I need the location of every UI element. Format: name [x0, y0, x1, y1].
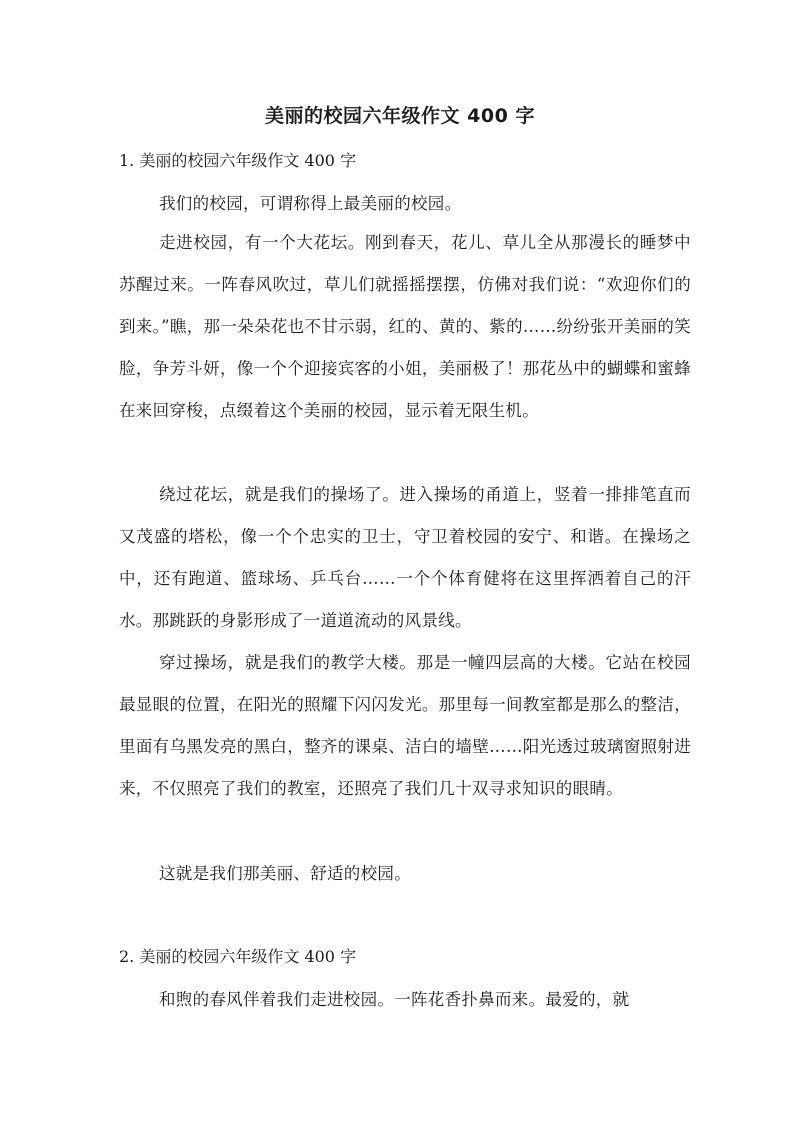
section-1-paragraph-4: 穿过操场，就是我们的教学大楼。那是一幢四层高的大楼。它站在校园最显眼的位置，在阳光的照耀下闪闪发光。那里每一间教室都是那么的整洁，里面有乌黑发亮的黑白，整齐的课桌、洁白的墙壁……阳光透过玻璃窗照射进来，不仅照亮了我们的教室，还照亮了我们几十双寻求知识的眼睛。	[119, 653, 691, 798]
section-2-paragraph-1: 和煦的春风伴着我们走进校园。一阵花香扑鼻而来。最爱的，就	[159, 990, 630, 1009]
section-1-paragraph-2: 走进校园，有一个大花坛。刚到春天，花儿、草儿全从那漫长的睡梦中苏醒过来。一阵春风吹过，草儿们就摇摇摆摆，仿佛对我们说：“欢迎你们的到来。”瞧，那一朵朵花也不甘示弱，红的、黄的、紫的……纷纷张开美丽的笑脸，争芳斗妍，像一个个迎接宾客的小姐，美丽极了！那花丛中的蝴蝶和蜜蜂在来回穿梭，点缀着这个美丽的校园，显示着无限生机。	[119, 233, 691, 420]
section-1-paragraph-5: 这就是我们那美丽、舒适的校园。	[159, 864, 411, 883]
section-1-heading: 1. 美丽的校园六年级作文 400 字	[119, 151, 357, 170]
document-title: 美丽的校园六年级作文 400 字	[265, 105, 535, 127]
section-1-paragraph-3: 绕过花坛，就是我们的操场了。进入操场的甬道上，竖着一排排笔直而又茂盛的塔松，像一个个忠实的卫士，守卫着校园的安宁、和谐。在操场之中，还有跑道、篮球场、乒乓台……一个个体育健将在这里挥洒着自己的汗水。那跳跃的身影形成了一道道流动的风景线。	[119, 485, 691, 630]
section-2-heading: 2. 美丽的校园六年级作文 400 字	[119, 947, 357, 966]
section-1-paragraph-1: 我们的校园，可谓称得上最美丽的校园。	[159, 194, 462, 213]
